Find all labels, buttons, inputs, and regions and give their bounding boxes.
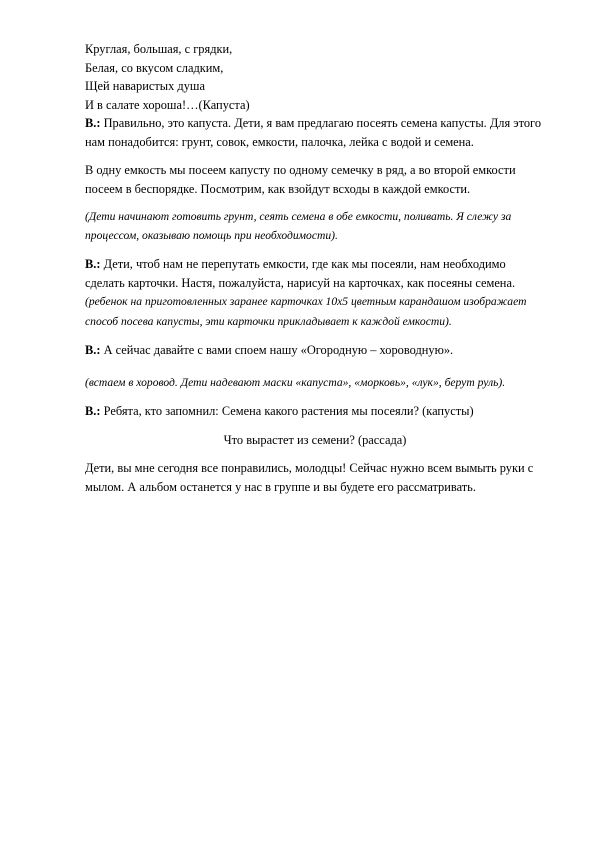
paragraph-cards (85, 255, 545, 331)
riddle-line-4: И в салате хороша!…(Капуста) (85, 97, 250, 112)
paragraph-cards-note: (ребенок на приготовленных заранее карточках 10х5 цветным карандашом изображает способ посева капусты, эти карточки прикладывает к каждой емкости). (85, 295, 527, 328)
riddle-poem (85, 40, 545, 114)
paragraph-question-text: Ребята, кто запомнил: Семена какого растения мы посеяли? (капусты) (103, 404, 474, 418)
riddle-line-2: Белая, со вкусом сладким, (85, 60, 224, 75)
paragraph-centered-question: Что вырастет из семени? (рассада) (223, 432, 407, 447)
paragraph-song-text: А сейчас давайте с вами споем нашу «Огородную – хороводную». (103, 343, 454, 357)
paragraph-children-note: (Дети начинают готовить грунт, сеять семена в обе емкости, поливать. Я слежу за процессом, оказываю помощь при необходимости). (85, 210, 512, 242)
paragraph-question (85, 402, 545, 421)
document-page (85, 40, 545, 496)
paragraph-intro (85, 114, 545, 151)
paragraph-cards-text: Дети, чтоб нам не перепутать емкости, где как мы посеяли, нам необходимо сделать карточки. Настя, пожалуйста, нарисуй на карточках, как посеяны семена. (85, 257, 516, 290)
speaker-label: В.: (85, 257, 101, 271)
paragraph-closing: Дети, вы мне сегодня все понравились, молодцы! Сейчас нужно всем вымыть руки с мылом. А альбом останется у нас в группе и вы будете его рассматривать. (85, 461, 534, 494)
speaker-label: В.: (85, 404, 101, 418)
paragraph-round-dance-note: (встаем в хоровод. Дети надевают маски «капуста», «морковь», «лук», берут руль). (85, 375, 506, 389)
speaker-label: В.: (85, 343, 101, 357)
speaker-label: В.: (85, 116, 101, 130)
paragraph-intro-text: Правильно, это капуста. Дети, я вам предлагаю посеять семена капусты. Для этого нам понадобится: грунт, совок, емкости, палочка, лейка с водой и семена. (85, 116, 542, 149)
riddle-line-3: Щей наваристых душа (85, 79, 205, 93)
riddle-line-1: Круглая, большая, с грядки, (85, 42, 233, 56)
paragraph-song (85, 341, 545, 360)
paragraph-sowing: В одну емкость мы посеем капусту по одному семечку в ряд, а во второй емкости посеем в беспорядке. Посмотрим, как взойдут всходы в каждой емкости. (85, 163, 516, 196)
